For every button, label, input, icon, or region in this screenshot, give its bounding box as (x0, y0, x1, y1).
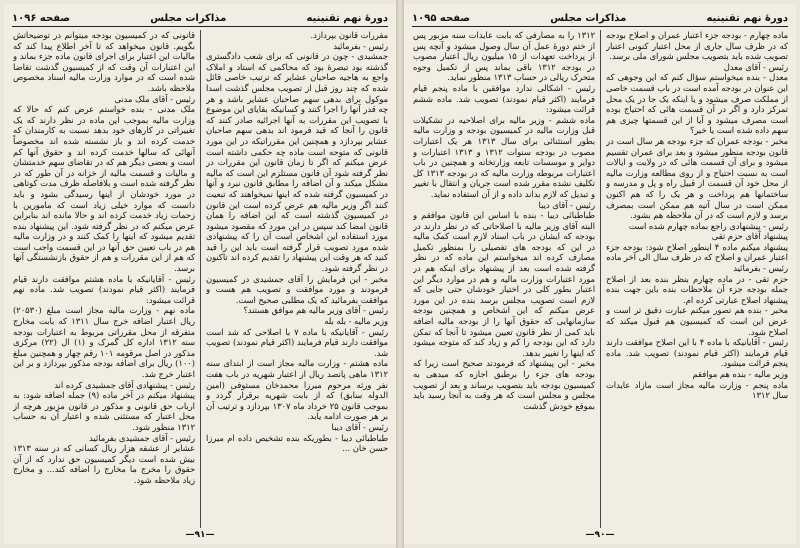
header-title: مذاکرات مجلس (150, 12, 227, 24)
page-header (412, 10, 788, 27)
paragraph: ماده ششم - وزیر مالیه برای اصلاحیه در تشکیلات قبل وزارت مالیه در کمیسیون بودجه و وزارت مالیه بطور استثنائی برای سال ۱۳۱۳ هر یک اعتبارات مصوب در بودجه سنوات ۱۳۱۲ و ۱۳۱۳ اعتبارات و دوایر و موسسات تابعه وزارتخانه و همچنین در باب اعتبارات مربوطه وزارت مالیه که در بودجه ۱۳۱۳ کل تکلیف نشده مقرر شده است جریان و انتقال با تغییر و تبدیل که لازم بداند داده و از آن استفاده نماید. (413, 114, 595, 199)
paragraph: مخبر - بودجه عمران که جزء بودجه هر سال است در قانون بودجه منظور میشود و بعد برای عمران تقسیم میشود و برای آن قسمت هائی که در ولایت و ایالات است به نسبت احتیاج و از روی مطالعه وزارت مالیه از محل خود آن قسمت از قبیل راه و پل و مدرسه و ساختمانها هم پرداخت و هر یک را که هم اکنون ممکن است در سال آتیه هم ممکن است بمصرف برسد و لازم است که در آن ملاحظه هم بشود. (606, 135, 788, 221)
text-columns (412, 30, 788, 528)
speaker-line: رئیس - آقای دیبا (331, 421, 388, 432)
paragraph: ماده پنجم - وزارت مالیه مجاز است مازاد عایدات سال ۱۳۱۲ (606, 379, 788, 401)
column-right (206, 30, 388, 528)
paragraph: قانونی که در کمیسیون بودجه میتوانم در توضیحاتش بگویم. قانون میخواهد که تا آخر اطلاع پیدا کند که مالیات این اعتبار برای اجرای قانون ماده جزء بماند و این اعتبارات آن وقت که از کمیسیون گذشت تقاضا شده است که در موارد وزارت مالیه اسناد مخصوص ملاحظه باشد. (13, 30, 195, 93)
column-left (413, 30, 595, 528)
header-title: مذاکرات مجلس (550, 12, 627, 24)
header-session: دورهٔ نهم تقنینیه (306, 12, 388, 24)
paragraph: مخبر - بنده هم تصور میکنم عبارت دقیق تر است و عرض این است که کمیسیون هم قبول میکند که اصلاح شود. (606, 305, 788, 337)
speaker-line: رئیس - پیشنهادی راجع بماده چهارم شده است (628, 220, 788, 231)
paragraph: جمشیدی - چون در قانونی که برای شعب دادگستری گذشته بود تبصرهٔ بود که محاکمی که استاد و املاک واجع به هاجیه صاحبان عشایر که ترتیب خاصی قائل شده که چند روز قبل از تصویب مجلس گذشت اسدا موکول برای بدهی سهم صاحبان عشایر باشد و هر چه قدر آنها را اجرا کنند و کسانیکه بقایای این موضوع با تصویب این مقررات به آنها اجرائیه صادر کنند که قانون را آنجا که قید فرمود اند بدهی سهم صاحبان عشایر بپردازد و همچنین این مقرراتیکه در این مورد قانونی که متوجه است ماده چه حکمی داشته است عرض میکنم که اگر تا زمان قانون این مقررات در نظر گرفته شود آن قانون مستلزم این است که مالیه مشکل میکند و آن اضافه را مطابق قانون نبرد و آنها در کمیسیون گرفته شده که اینها نمیخواهند که تبعیت کنند اگر وزیر مالیه هم عرض کرده است این قانون در کمیسیون گذشته است که این اضافه را همان قانون امضا کند سپس در این مورد که مقصود میشود مورد استفاده این اشخاص است آن را که پیشنهادی شده مورد تصویب قرار گرفته است باید این را قید کنید که هر وقت این پیشنهاد را تقدیم کرده اند تاکنون در نظر گرفته شود. (206, 51, 388, 274)
speaker-line: رئیس - پیشنهادی آقای جمشیدی کرده اند (54, 379, 195, 390)
paragraph: مخبر - این پیشنهاد که فرمودند صحیح است زیرا که بودجه های جزء را برطبق اجازه که میدهی به کمیسیون بودجه باید بتصویب برساند و بعد از تصویب مجلس و مجلس است که هر وقت به آنجا رسید باید بموقع خودش گذشت (413, 358, 595, 411)
right-page (404, 4, 796, 544)
paragraph: معدل - بنده میخواستم سؤال کنم که این وجوهی که این عنوان در بودجه آمده است در باب قسمت خاصی از مملکت صرف میشود و یا اینکه یک جا در یک محل تمرکز دارد و اگر در آن قسمت هائی که احتیاج بوده است مصرف میشود و آیا از این قسمتها چیزی هم سهم داده شده است یا خیر؟ (606, 72, 788, 136)
paragraph: عشایر از عشقه هزار ریال کسانی که در سنه ۱۳۱۳ بیش شده است دیگر کمیسیون حق ندارد که از آن حقوق را مخرج ما مخارج را اضافه کند... و مخارج زیاد ملاحظه شود. (13, 443, 195, 485)
speaker-line: وزیر مالیه - بله بله (324, 316, 388, 327)
page-header (12, 10, 388, 27)
paragraph: پیشنهاد میکنم ماده ۴ اینطور اصلاح شود: بودجه جزء اعتبار عمران و اصلاح که در ظرف سال الی آخر ماده (606, 241, 788, 263)
speaker-line: رئیس - آقای معدل (723, 61, 788, 72)
header-session: دورهٔ نهم تقنینیه (706, 12, 788, 24)
paragraph: رئیس - آقایانیکه با ماده ۴ با این اصلاح موافقت دارند قیام فرمایند (اکثر قیام نمودند) تصویب شد. ماده پنجم قرائت میشود. (606, 337, 788, 369)
paragraph: ماده چهارم - بودجه جزء اعتبار عمران و اصلاح بودجه که در ظرف سال جاری از محل اعتبار کنونی اعتبار تصویب شده باید بتصویب مجلس شورای ملی برسد. (606, 30, 788, 62)
paragraph: طباطبائی دیبا - بنده با اساس این قانون موافقم و البته آقای وزیر مالیه با اصلاحاتی که در نظر دارند در بودجه که ایشان در باب اسناد لازم است کمک مالیه در این که بودجه های تفصیلی را بمنظور تکمیل مصارف کرده اند میخواستم این ماده که در نظر گرفته شده است بعد از پیشنهاد برای اینکه هم در مورد اعتبارات وزارت مالیه و هم در موارد دیگر این اعتبار بطور کلی در اختیار خودشان حتی جایی که لازم است تصویب مجلس برسد بنده در این مورد عرض میکنم که این اشخاص و همچنین بودجه سازمانهایی که حقوق آنها را از بودجه مالیه اضافه باید کمی از نظر قانون تعیین میشود تا آنجا که تمکن دارد که این بودجه را کم و زیاد کند که متوجه میشود که اینها را تغییر بدهد. (413, 210, 595, 358)
paragraph: پیشنهاد میکنم در آخر ماده (۹) جمله اضافه شود: به ارباب حق قانونی و مذکور در قانون مزبور هرچه از محل اعتبار که مستثنی شده و اعتبار آن به حساب ۱۳۱۲ منظور شود. (13, 390, 195, 432)
paragraph: ماده نهم - وزارت مالیه مجاز است مبلغ (۲۰۵۳۰) ریال اعتبار اضافه خرج سال ۱۳۱۱ که بابت مخارج متفرقه از محل مقرراتی مربوط به اعتبارات بودجه سنه ۱۳۱۲ اداره کل گمرک و (۱) ال (۲۲) مرکزی مذکور در اصل مرقومه ۱۰۱ رقم چهار و همچنین مبلغ (۱۰۰) ریال برای اضافه بودجه مذکور بپردازد و بر این اعتبار خرج شد. (13, 305, 195, 379)
page-footer-number: —۹۱— (185, 530, 215, 540)
header-page-number: صفحه ۱۰۹۵ (412, 12, 471, 24)
paragraph: مقررات قانون بپردازد. (310, 30, 388, 40)
left-page (4, 4, 396, 544)
paragraph: رئیس - آقایانیکه با ماده هشتم موافقت دارند قیام فرمایند (اکثر قیام نمودند) تصویب شد. ماده نهم قرائت میشود: (13, 273, 195, 305)
speaker-line: رئیس - آقای دیبا (538, 199, 595, 210)
text-columns (12, 30, 388, 528)
speaker-line: رئیس - بفرمائید (333, 40, 388, 51)
paragraph: رئیس - آقایانیکه با ماده ۷ با اصلاحی که شد است موافقت دارند قیام فرمایند (اکثر قیام نمودند) تصویب شد. (206, 326, 388, 358)
header-page-number: صفحه ۱۰۹۶ (12, 12, 71, 24)
column-divider (200, 30, 201, 528)
column-left (13, 30, 195, 528)
speaker-line: وزیر مالیه - بنده هم موافقم (692, 369, 788, 379)
column-right (606, 30, 788, 528)
paragraph: ماده هشتم - وزارت مالیه مجاز است از ابتدای سنه ۱۳۱۲ ماهی پانصد ریال از اعتبار شهریه در باب هفت نفر ورثه مرحوم میرزا محمدخان مستوفی (امین الدوله سابق) که از بابت شهریه برقرار گردد و بموجب قانون ۲۵ خرداد ماه ۱۳۰۷ بپردازد و ترتیب آن بر هر صورت ادامه یابد. (206, 358, 388, 422)
speaker-line: رئیس - آقای جمشیدی بفرمائید (89, 432, 195, 443)
paragraph: ملک مدنی - بنده خواستم عرض کنم که حالا که وزارت مالیه بموجب این ماده در نظر دارند که یک تغییراتی در کارهای خود بدهد نسبت به کارمندان که خدمت کرده اند و باز نشسته شده اند مخصوصاً آنهائی که سالها خدمت کرده اند و حقوق آنها کم است و بعضی دیگر هم که در تقاضای سهم خدمتشان و مالیات و قسمت مالیه از خزانه در آن طور که در نظر گرفته شده است و بلافاصله ظرف مدت کوتاهی در مورد خودشان از اینها رسیدگی بشود و باید دانست که موارد خیلی زیاد است که مامورین با زحمات زیاد خدمت کرده اند و حالا مانده اند بنابراین عرض میکنم که در نظر گرفته شود. این پیشنهاد بنده تقدیم میشود که اینها را کمک کنند و در وزارت مالیه هم در باب تعیین حق آنها در این قسمت واجب است که هم از این مقررات و هم از حقوق بازنشستگی آنها برسد. (13, 104, 195, 274)
speaker-line: رئیس - آقای ملک مدنی (114, 93, 195, 104)
speaker-line: پیشنهاد آقای حزم تقی (711, 231, 788, 242)
speaker-line: رئیس - بفرمائید (733, 263, 788, 274)
book-gutter (396, 0, 404, 548)
column-divider (600, 30, 601, 528)
speaker-line: رئیس - آقای وزیر مالیه هم موافق هستند؟ (243, 305, 388, 316)
paragraph: ۱۳۱۲ را به مصارفی که بابت عایدات سنه مزبور پس از ختم دورهٔ عمل آن سال وصول میشود و آنچه پس از پرداخت تعهدات از ۱۵ میلیون ریال اعتبار مصوب در بودجه ۱۳۱۲ باقی بماند پس از تکمیل وجوه متحرک ریالی در حساب ۱۳۱۳ منظور نماید. (413, 30, 595, 83)
page-footer-number: —۹۰— (585, 530, 615, 540)
paragraph: مخبر - این فرمایش را آقای جمشیدی در کمیسیون فرمودند و مورد موافقت و تصویب هم هست و موافقت بفرمائید که یک مطلبی صحیح است. (206, 273, 388, 305)
paragraph: طباطبائی دیبا - بطوریکه بنده تشخیص داده ام میرزا حسن خان ... (206, 432, 388, 454)
paragraph: حزم تقی - در ماده چهارم بنظر بنده بعد از اصلاح جمله بودجه جزء آن ملاحظات بنده باین جهت بنده پیشنهاد اصلاح عبارتی کرده ام. (606, 273, 788, 305)
paragraph: رئیس - اشکالی ندارد موافقین با ماده پنجم قیام فرمایند (اکثر قیام نمودند) تصویب شد. ماده ششم قرائت میشود: (413, 82, 595, 115)
